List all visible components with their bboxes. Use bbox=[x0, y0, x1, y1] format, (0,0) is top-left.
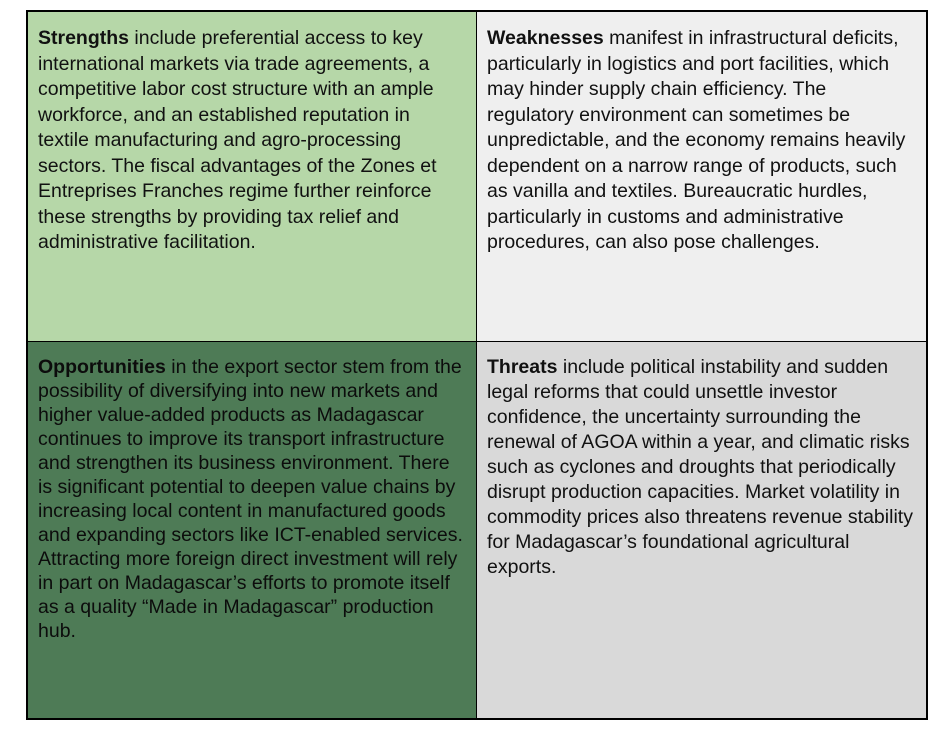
threats-text: include political instability and sudden legal reforms that could unsettle investor confidence, the uncertainty surrounding the renewal of AGOA within a year, and climatic risks such as cyclones and droughts that periodically disrupt production capacities. Market volatility in commodity prices also threatens revenue stability for Madagascar’s foundational agricultural exports. bbox=[487, 356, 913, 578]
weaknesses-text: manifest in infrastructural deficits, particularly in logistics and port facilities, which may hinder supply chain efficiency. The regulatory environment can sometimes be unpredictable, and the economy remains heavily dependent on a narrow range of products, such as vanilla and textiles. Bureaucratic hurdles, particularly in customs and administrative procedures, can also pose challenges. bbox=[487, 27, 906, 253]
strengths-text: include preferential access to key international markets via trade agreements, a competitive labor cost structure with an ample workforce, and an established reputation in textile manufacturing and agro-processing sectors. The fiscal advantages of the Zones et Entreprises Franches regime further reinforce these strengths by providing tax relief and administrative facilitation. bbox=[38, 27, 437, 253]
strengths-heading: Strengths bbox=[38, 27, 130, 49]
opportunities-text: in the export sector stem from the possibility of diversifying into new markets and higher value-added products as Madagascar continues to improve its transport infrastructure and strengthen its business environment. There is significant potential to deepen value chains by increasing local content in manufactured goods and expanding sectors like ICT-enabled services. Attracting more foreign direct investment will rely in part on Madagascar’s efforts to promote itself as a quality “Made in Madagascar” production hub. bbox=[38, 356, 463, 642]
strengths-cell bbox=[28, 12, 477, 342]
threats-cell bbox=[477, 342, 926, 718]
weaknesses-cell bbox=[477, 12, 926, 342]
threats-heading: Threats bbox=[487, 356, 558, 378]
opportunities-heading: Opportunities bbox=[38, 356, 166, 378]
weaknesses-heading: Weaknesses bbox=[487, 27, 604, 49]
opportunities-cell bbox=[28, 342, 477, 718]
swot-table bbox=[26, 10, 928, 720]
